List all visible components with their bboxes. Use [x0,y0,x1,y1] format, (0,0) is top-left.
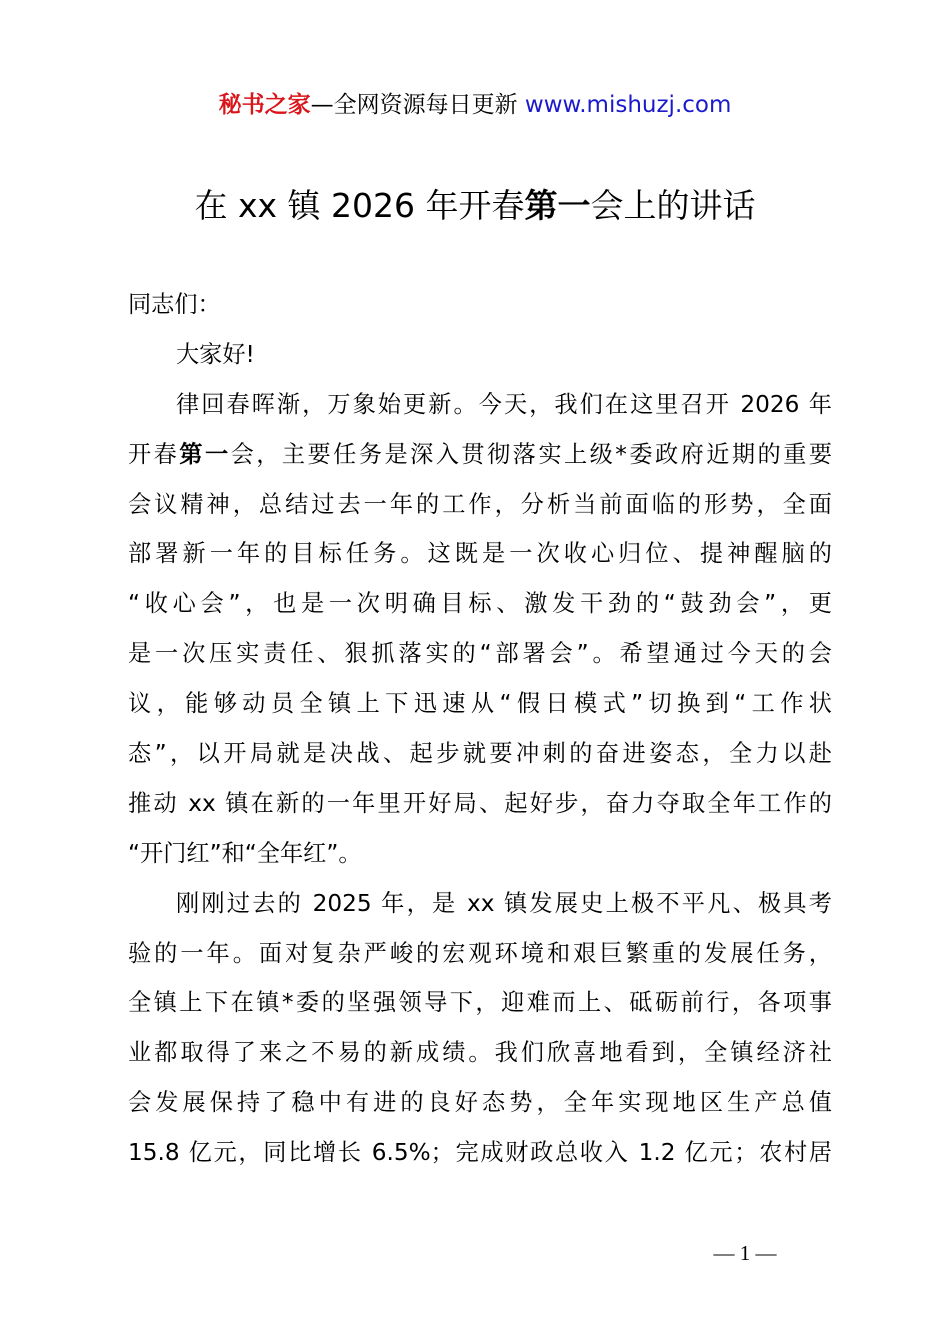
p1-l2-pre: 开春 [128,440,180,468]
site-url[interactable]: www.mishuzj.com [524,92,732,118]
title-part-1: 在 xx 镇 2026 年开春 [194,186,525,225]
paragraph-2-line: 全镇上下在镇*委的坚强领导下，迎难而上、砥砺前行，各项事 [128,989,832,1017]
paragraph-2-line: 业都取得了来之不易的新成绩。我们欣喜地看到，全镇经济社 [128,1039,832,1067]
title-part-2: 会上的讲话 [590,186,756,225]
p1-l2-bold: 第一 [179,440,231,468]
paragraph-1-line: 推动 xx 镇在新的一年里开好局、起好步，奋力夺取全年工作的 [128,789,832,817]
paragraph-1-line: 部署新一年的目标任务。这既是一次收心归位、提神醒脑的 [128,540,832,568]
paragraph-1-line: 律回春晖渐，万象始更新。今天，我们在这里召开 2026 年 [176,390,832,418]
document-title [0,180,950,232]
p1-l2-post: 会，主要任务是深入贯彻落实上级*委政府近期的重要 [230,440,832,468]
greeting: 大家好! [176,340,255,368]
paragraph-1-line: 议，能够动员全镇上下迅速从“假日模式”切换到“工作状 [128,690,832,718]
page-number: — 1 — [713,1241,777,1265]
title-bold-part: 第一 [524,186,591,225]
banner-slogan: —全网资源每日更新 [310,92,525,118]
paragraph-1-line: “开门红”和“全年红”。 [128,839,362,867]
speech-body [128,280,832,1178]
paragraph-2-line: 刚刚过去的 2025 年，是 xx 镇发展史上极不平凡、极具考 [176,889,832,917]
paragraph-1-line: 是一次压实责任、狠抓落实的“部署会”。希望通过今天的会 [128,640,832,668]
site-banner [0,88,950,122]
paragraph-1-line: 会议精神，总结过去一年的工作，分析当前面临的形势，全面 [128,490,832,518]
brand-name: 秘书之家 [218,92,311,118]
paragraph-1-line: “收心会”，也是一次明确目标、激发干劲的“鼓劲会”，更 [128,590,832,618]
salutation: 同志们： [128,291,221,318]
paragraph-2-line: 验的一年。面对复杂严峻的宏观环境和艰巨繁重的发展任务， [128,939,832,967]
paragraph-1-line [128,430,832,480]
paragraph-1-line: 态”，以开局就是决战、起步就要冲刺的奋进姿态，全力以赴 [128,740,832,768]
paragraph-2-line: 15.8 亿元，同比增长 6.5%；完成财政总收入 1.2 亿元；农村居 [128,1139,832,1167]
paragraph-2-line: 会发展保持了稳中有进的良好态势，全年实现地区生产总值 [128,1089,832,1117]
